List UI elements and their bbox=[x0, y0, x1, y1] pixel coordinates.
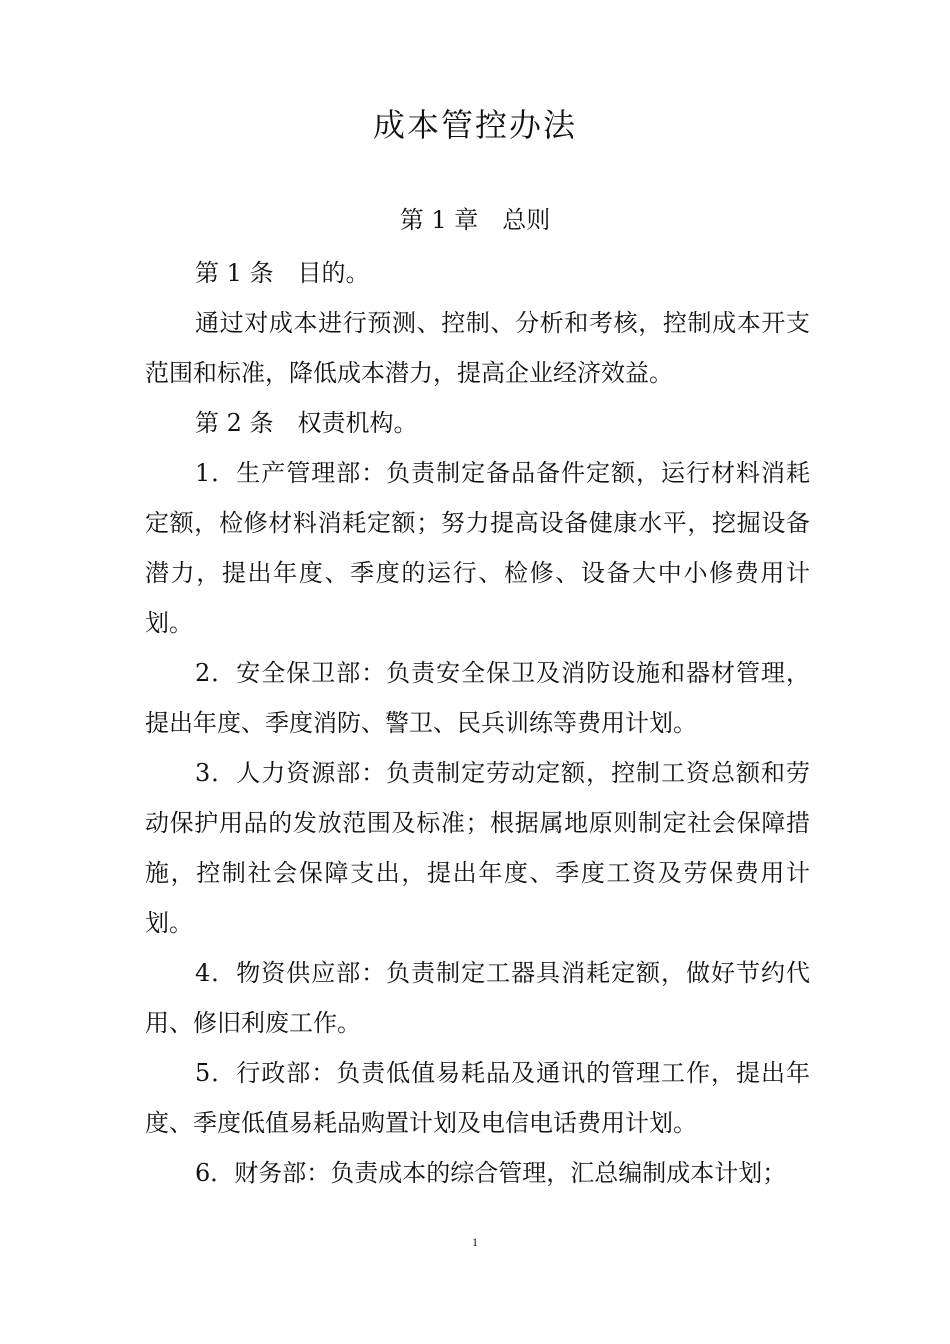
page-number: 1 bbox=[472, 1235, 478, 1249]
document-body bbox=[145, 248, 810, 1198]
item-production-management: 1．生产管理部：负责制定备品备件定额，运行材料消耗定额，检修材料消耗定额；努力提高设备健康水平，挖掘设备潜力，提出年度、季度的运行、检修、设备大中小修费用计划。 bbox=[145, 459, 810, 637]
article-2-heading: 第 2 条 权责机构。 bbox=[195, 409, 418, 437]
item-finance: 6．财务部：负责成本的综合管理，汇总编制成本计划； bbox=[195, 1159, 787, 1187]
article-1-content: 通过对成本进行预测、控制、分析和考核，控制成本开支范围和标准，降低成本潜力，提高企业经济效益。 bbox=[145, 309, 810, 387]
item-human-resources: 3．人力资源部：负责制定劳动定额，控制工资总额和劳动保护用品的发放范围及标准；根据属地原则制定社会保障措施，控制社会保障支出，提出年度、季度工资及劳保费用计划。 bbox=[145, 759, 810, 937]
item-material-supply: 4．物资供应部：负责制定工器具消耗定额，做好节约代用、修旧利废工作。 bbox=[145, 959, 810, 1037]
chapter-heading: 第 1 章 总则 bbox=[399, 206, 551, 234]
item-security: 2．安全保卫部：负责安全保卫及消防设施和器材管理，提出年度、季度消防、警卫、民兵训练等费用计划。 bbox=[145, 659, 810, 737]
document-title: 成本管控办法 bbox=[372, 106, 577, 144]
article-1-heading: 第 1 条 目的。 bbox=[195, 259, 370, 287]
item-administration: 5．行政部：负责低值易耗品及通讯的管理工作，提出年度、季度低值易耗品购置计划及电信电话费用计划。 bbox=[145, 1059, 810, 1137]
